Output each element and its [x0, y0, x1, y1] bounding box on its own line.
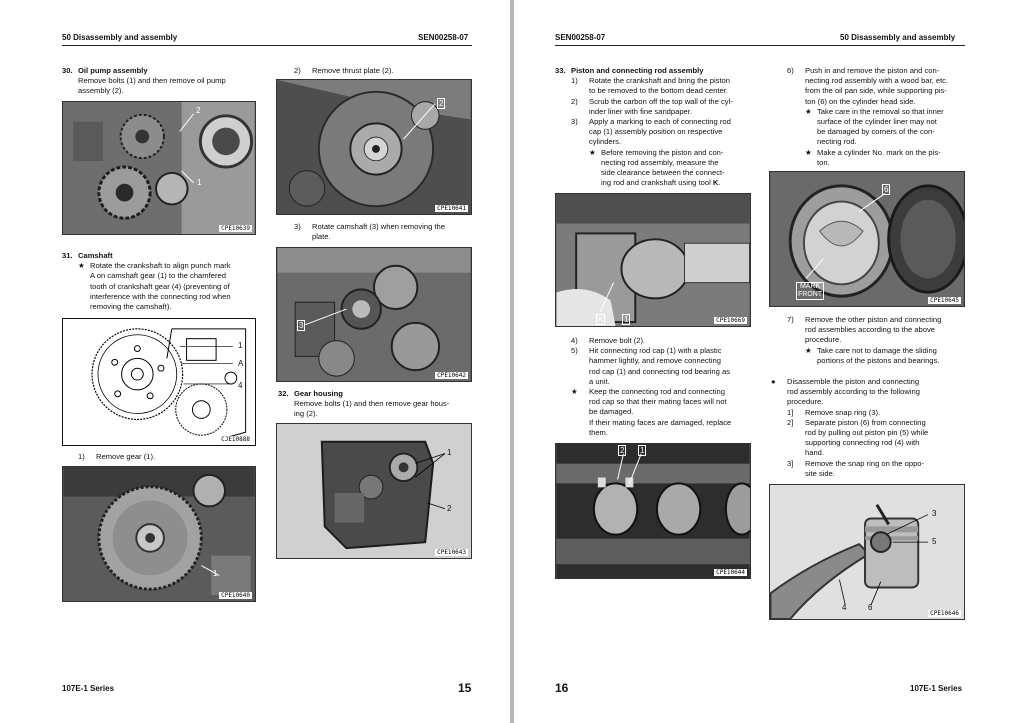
step-title: Piston and connecting rod assembly — [571, 66, 704, 75]
substep-number: 4) — [571, 336, 578, 345]
substep-number: 2) — [571, 96, 578, 106]
callout-label: 1 — [213, 569, 218, 578]
figure-code: CPE10641 — [437, 205, 466, 212]
substep-text: site side. — [805, 468, 835, 478]
figure-code: CPE10643 — [437, 549, 466, 556]
figure-code: CPE10644 — [716, 569, 745, 576]
step-number: 32. — [278, 389, 289, 398]
header-code: SEN00258-07 — [418, 33, 469, 42]
callout-label: 1 — [197, 178, 202, 187]
page-number: 16 — [555, 681, 569, 695]
figure-piston-pin — [769, 484, 965, 620]
substep-text: rod assemblies according to the above — [805, 325, 936, 335]
steps-33-4-5 — [555, 336, 751, 438]
callout-label: 6 — [884, 185, 889, 194]
footer-series: 107E-1 Series — [62, 684, 115, 693]
star-mark: ★ — [589, 147, 596, 157]
substep-number: 1) — [78, 452, 85, 461]
figure-rod-caps — [555, 443, 751, 579]
figure-code: CPE10669 — [716, 317, 745, 324]
substep-text: Hit connecting rod cap (1) with a plastic — [589, 346, 722, 356]
note-text: surface of the cylinder liner may not — [817, 117, 937, 127]
substep-text: Separate piston (6) from connecting — [805, 417, 926, 427]
substep-text: hammer lightly, and remove connecting — [589, 356, 721, 366]
step-number: 31. — [62, 251, 73, 260]
figure-camshaft-drawing — [62, 318, 256, 446]
substep-text: Rotate camshaft (3) when removing the — [312, 222, 445, 231]
left-page — [0, 0, 510, 723]
callout-label: 6 — [868, 603, 873, 612]
figure-gear-removal — [62, 466, 256, 602]
substep-text: Remove thrust plate (2). — [312, 66, 394, 75]
step-33-7 — [771, 315, 967, 366]
note-text: Keep the connecting rod and connecting — [589, 387, 725, 397]
note-text: Make a cylinder No. mark on the pis- — [817, 147, 941, 157]
bullet-text: procedure. — [787, 397, 824, 407]
figure-gear-housing — [276, 423, 472, 559]
mark-front-label — [796, 282, 824, 300]
callout-label: A — [238, 359, 244, 368]
header-title: 50 Disassembly and assembly — [840, 33, 956, 42]
star-mark: ★ — [805, 106, 812, 116]
bullet-mark: ● — [771, 377, 776, 386]
substep-number: 1) — [571, 76, 578, 86]
step-number: 33. — [555, 66, 566, 75]
note-text: be damaged by corners of the con- — [817, 127, 935, 137]
connecting-rod-photo — [556, 194, 750, 326]
note-text: If their mating faces are damaged, replace — [589, 417, 732, 427]
substep-text: from the oil pan side, while supporting pis- — [805, 86, 947, 96]
substep-text: Remove the snap ring on the oppo- — [805, 458, 925, 468]
substep-text: Rotate the crankshaft and bring the piston — [589, 76, 730, 86]
star-mark: ★ — [78, 261, 85, 271]
callout-label: 4 — [842, 603, 847, 612]
substep-text: cylinders. — [589, 137, 622, 147]
substep-text: Push in and remove the piston and con- — [805, 66, 940, 75]
note-text: ing rod and crankshaft using tool — [601, 178, 713, 188]
figure-code: CPE10645 — [930, 297, 959, 304]
substep-text: Remove bolt (2). — [589, 336, 646, 345]
step-text: assembly (2). — [78, 86, 124, 96]
substep-text: ton (6) on the cylinder head side. — [805, 96, 916, 106]
substep-text: Remove gear (1). — [96, 452, 156, 461]
step-33-6 — [771, 66, 967, 168]
header-rule — [62, 45, 472, 46]
figure-connecting-rod — [555, 193, 751, 327]
note-text: ton. — [817, 157, 830, 167]
figure-code: CPE10642 — [437, 372, 466, 379]
camshaft-line-drawing — [63, 319, 255, 445]
tool-label: K — [712, 178, 719, 188]
section-31 — [62, 251, 258, 312]
note-text: them. — [589, 427, 608, 437]
note-text: . — [718, 178, 721, 188]
substep-text: rod by pulling out piston pin (5) while — [805, 428, 929, 438]
substep-text: Remove the other piston and connecting — [805, 315, 942, 324]
note-text: Take care in the removal so that inner — [817, 106, 944, 116]
substep-text: plate. — [312, 232, 331, 242]
star-mark: ★ — [805, 345, 812, 355]
step-number: 30. — [62, 66, 73, 75]
callout-label: 2 — [447, 504, 452, 513]
note-text: Take care not to damage the sliding — [817, 345, 937, 355]
rod-caps-photo — [556, 444, 750, 578]
callout-label: 1 — [447, 448, 452, 457]
piston-pin-photo — [770, 485, 964, 619]
figure-code: CJE10888 — [221, 436, 250, 443]
gear-removal-photo — [63, 467, 255, 601]
star-mark: ★ — [571, 387, 578, 397]
callout-label: 3 — [932, 509, 937, 518]
note-text: portions of the pistons and bearings. — [817, 355, 940, 365]
substep-text: Apply a marking to each of connecting rod — [589, 117, 731, 127]
figure-thrust-plate — [276, 79, 472, 215]
step-text: ing (2). — [294, 409, 318, 419]
callout-label: 1 — [640, 446, 645, 455]
header-title: 50 Disassembly and assembly — [62, 33, 178, 42]
section-33 — [555, 66, 751, 188]
step-text: A on camshaft gear (1) to the chamfered — [90, 271, 226, 281]
substep-text: procedure. — [805, 335, 842, 345]
piston-disassembly — [771, 377, 967, 479]
header-code: SEN00258-07 — [555, 33, 606, 42]
step-text: Remove bolts (1) and then remove gear hous- — [294, 399, 450, 409]
figure-code: CPE10646 — [930, 610, 959, 617]
substep-number: 3) — [294, 222, 301, 231]
step-text: Rotate the crankshaft to align punch mark — [90, 261, 231, 271]
star-mark: ★ — [805, 147, 812, 157]
callout-label: 2 — [620, 446, 625, 455]
bullet-text: Disassemble the piston and connecting — [787, 377, 920, 386]
callout-label: 2 — [439, 99, 444, 108]
oil-pump-photo — [63, 102, 255, 234]
step-title: Oil pump assembly — [78, 66, 148, 75]
substep-text: supporting connecting rod (4) with — [805, 438, 920, 448]
substep-text: inder liner with fine sandpaper. — [589, 106, 693, 116]
substep-text: Scrub the carbon off the top wall of the cyl- — [589, 96, 733, 106]
bullet-text: rod assembly according to the following — [787, 387, 920, 397]
figure-code: CPE10639 — [221, 225, 250, 232]
substep-text: hand. — [805, 448, 825, 458]
note-text: side clearance between the connect- — [601, 168, 725, 178]
header-rule — [555, 45, 965, 46]
step-31-1 — [62, 452, 258, 462]
substep-number: 5) — [571, 346, 578, 356]
note-text: rod cap so that their mating faces will not — [589, 397, 727, 407]
step-text: removing the camshaft). — [90, 302, 172, 312]
callout-label: 2 — [196, 106, 201, 115]
note-text: necting rod assembly, measure the — [601, 157, 719, 167]
note-text: Before removing the piston and con- — [601, 147, 724, 157]
substep-number: 1] — [787, 407, 794, 417]
mark-label-line: FRONT — [798, 291, 823, 298]
substep-text: a unit. — [589, 376, 610, 386]
substep-number: 3) — [571, 117, 578, 127]
substep-number: 7) — [787, 315, 794, 324]
callout-label: 4 — [238, 381, 243, 390]
substep-text: necting rod assembly with a wood bar, etc. — [805, 76, 949, 86]
section-30 — [62, 66, 258, 97]
right-page — [514, 0, 1024, 723]
substep-number: 2] — [787, 417, 794, 427]
mark-label-line: MARK — [799, 283, 821, 290]
substep-number: 3] — [787, 458, 794, 468]
callout-label: 3 — [299, 321, 304, 330]
callout-label: 5 — [932, 537, 937, 546]
gear-housing-photo — [277, 424, 471, 558]
camshaft-rotate-photo — [277, 248, 471, 381]
substep-text: Remove snap ring (3). — [805, 407, 881, 417]
figure-oil-pump — [62, 101, 256, 235]
callout-label: K — [598, 315, 604, 324]
substep-text: cap (1) assembly position on respective — [589, 127, 723, 137]
substep-number: 6) — [787, 66, 794, 75]
step-31-3 — [278, 222, 472, 242]
note-text: necting rod. — [817, 137, 857, 147]
step-31-2 — [278, 66, 472, 76]
step-text: Remove bolts (1) and then remove oil pump — [78, 76, 226, 86]
substep-text: rod cap (1) and connecting rod bearing as — [589, 366, 730, 376]
figure-camshaft-rotate — [276, 247, 472, 382]
callout-label: 1 — [624, 315, 629, 324]
substep-text: to be removed to the bottom dead center. — [589, 86, 728, 96]
step-text: interference with the connecting rod when — [90, 291, 231, 301]
step-title: Camshaft — [78, 251, 113, 260]
page-number: 15 — [458, 681, 472, 695]
step-text: tooth of crankshaft gear (4) (preventing of — [90, 281, 230, 291]
section-32 — [278, 389, 472, 420]
substep-number: 2) — [294, 66, 301, 75]
figure-piston-liner — [769, 171, 965, 307]
figure-code: CPE10640 — [221, 592, 250, 599]
callout-label: 1 — [238, 341, 243, 350]
step-title: Gear housing — [294, 389, 343, 398]
note-text: be damaged. — [589, 407, 634, 417]
footer-series: 107E-1 Series — [910, 684, 963, 693]
